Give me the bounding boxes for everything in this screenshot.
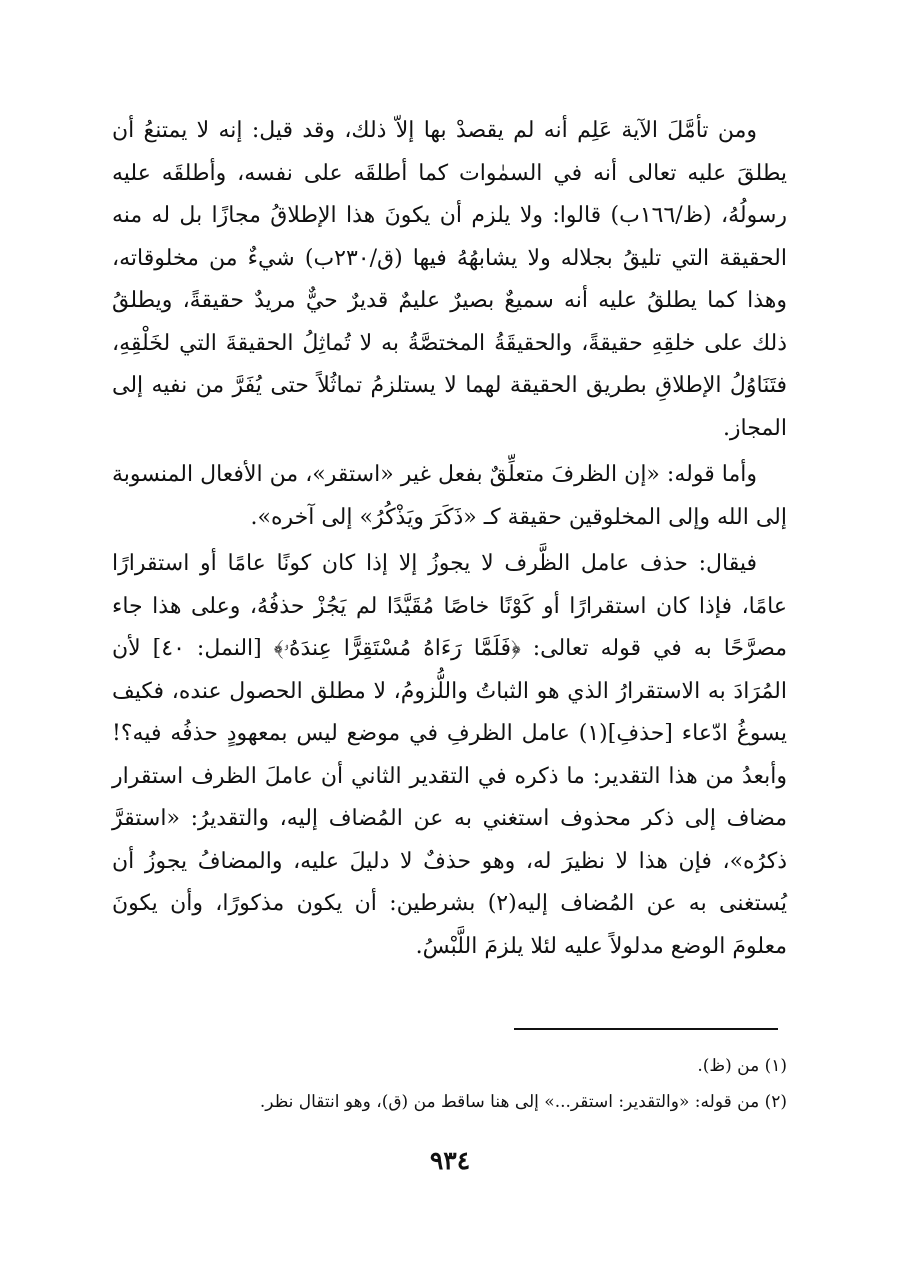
footnote-divider <box>514 1028 778 1030</box>
paragraph-3: فيقال: حذف عامل الظَّرف لا يجوزُ إلا إذا كان كونًا عامًا أو استقرارًا عامًا، فإذا كان استقرارًا أو كَوْنًا خاصًا مُقَيَّدًا لم يَجُزْ حذفُهُ، وعلى هذا جاء مصرَّحًا به في قوله تعالى: ﴿فَلَمَّا رَءَاهُ مُسْتَقِرًّا عِندَهُۥ﴾ [النمل: ٤٠] لأن المُرَادَ به الاستقرارُ الذي هو الثباتُ واللُّزومُ، لا مطلق الحصول عنده، فكيف يسوغُ ادّعاء [حذفِ](١) عامل الظرفِ في موضع ليس بمعهودٍ حذفُه فيه؟! وأبعدُ من هذا التقدير: ما ذكره في التقدير الثاني أن عاملَ الظرف استقرار مضاف إلى ذكر محذوف استغني به عن المُضاف إليه، والتقديرُ: «استقرَّ ذكرُه»، فإن هذا لا نظيرَ له، وهو حذفٌ لا دليلَ عليه، والمضافُ يجوزُ أن يُستغنى به عن المُضاف إليه(٢) بشرطين: أن يكون مذكورًا، وأن يكونَ معلومَ الوضع مدلولاً عليه لئلا يلزمَ اللَّبْسُ. <box>112 551 788 959</box>
paragraph-1: ومن تأمَّلَ الآية عَلِم أنه لم يقصدْ بها إلاّ ذلك، وقد قيل: إنه لا يمتنعُ أن يطلقَ عليه تعالى أنه في السمٰوات كما أطلقَه على نفسه، وأطلقَه عليه رسولُهُ، (ظ/١٦٦ب) قالوا: ولا يلزم أن يكونَ هذا الإطلاقُ مجازًا بل له منه الحقيقة التي تليقُ بجلاله ولا يشابهُهُ فيها (ق/٢٣٠ب) شيءٌ من مخلوقاته، وهذا كما يطلقُ عليه أنه سميعٌ بصيرٌ عليمٌ قديرٌ حيٌّ مريدٌ حقيقةً، ويطلقُ ذلك على خلقِهِ حقيقةً، والحقيقَةُ المختصَّةُ به لا تُماثِلُ الحقيقةَ التي لخَلْقِهِ، فتَنَاوُلُ الإطلاقِ بطريق الحقيقة لهما لا يستلزمُ تماثُلاً حتى يُفَرَّ من نفيه إلى المجاز. <box>112 118 788 441</box>
main-text <box>112 110 787 968</box>
page-number: ٩٣٤ <box>429 1146 471 1175</box>
paragraph-2: وأما قوله: «إن الظرفَ متعلِّقٌ بفعل غير «استقر»، من الأفعال المنسوبة إلى الله وإلى المخلوقين حقيقة كـ «ذَكَرَ ويَذْكُرُ» إلى آخره». <box>112 462 787 530</box>
footnote-1: (١) من (ظ). <box>697 1056 787 1076</box>
footnote-2: (٢) من قوله: «والتقدير: استقر...» إلى هنا ساقط من (ق)، وهو انتقال نظر. <box>259 1092 787 1112</box>
footnotes <box>112 1048 787 1120</box>
